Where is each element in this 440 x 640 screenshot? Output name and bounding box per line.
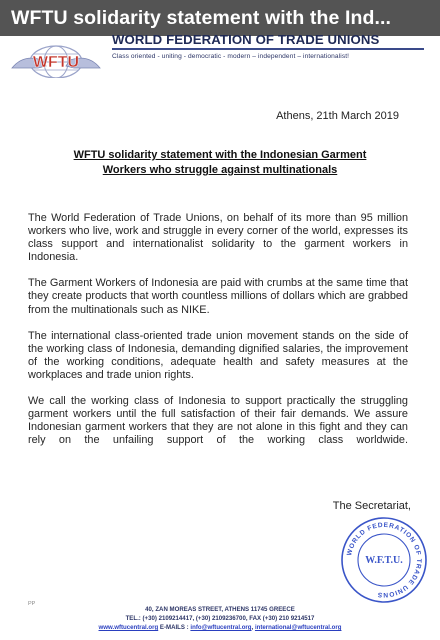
title-overlay bbox=[0, 0, 440, 36]
body-paragraph: The international class-oriented trade union movement stands on the side of the working class of Indonesia, demanding dignified salaries, the improvement of the working conditions, adequate health and safety measures at the workplaces and trade union rights. bbox=[28, 329, 408, 381]
stamp-seal-icon bbox=[339, 515, 429, 605]
website-link[interactable]: www.wftucentral.org bbox=[98, 624, 159, 631]
document-date: Athens, 21th March 2019 bbox=[276, 110, 399, 122]
body-paragraph: The Garment Workers of Indonesia are paid with crumbs at the same time that they create products that worth countless millions of dollars which are grabbed from the multinationals such as NIKE. bbox=[28, 277, 408, 316]
document-heading bbox=[40, 148, 400, 178]
heading-line-2: Workers who struggle against multinationals bbox=[102, 164, 338, 176]
heading-line-1: WFTU solidarity statement with the Indonesian Garment bbox=[73, 149, 367, 161]
footer-address: 40, ZAN MOREAS STREET, ATHENS 11745 GREECE bbox=[145, 606, 295, 613]
pp-mark: PP bbox=[28, 601, 36, 607]
email-link-international[interactable]: international@wftucentral.org bbox=[254, 624, 342, 631]
org-tagline: Class oriented - uniting - democratic - modern – independent – internationalist! bbox=[112, 53, 350, 60]
signature: The Secretariat, bbox=[332, 500, 411, 512]
emails-label: E-MAILS : bbox=[159, 624, 189, 631]
body-paragraph: We call the working class of Indonesia to support practically the struggling garment workers until the full satisfaction of their fair demands. We assure Indonesian garment workers that they are not alone in this fight and they can rely on the unfailing support of the working class worldwide. bbox=[28, 395, 408, 447]
org-name: WORLD FEDERATION OF TRADE UNIONS bbox=[112, 32, 380, 47]
email-separator: , bbox=[251, 624, 254, 631]
document-body bbox=[28, 212, 408, 460]
email-link-info[interactable]: info@wftucentral.org bbox=[190, 624, 252, 631]
footer-web-line bbox=[0, 624, 440, 631]
footer-phones: TEL.: (+30) 2109214417, (+30) 2109236700, FAX (+30) 210 9214517 bbox=[125, 615, 315, 622]
stamp-ring-text: WORLD FEDERATION OF TRADE UNIONS bbox=[346, 521, 423, 599]
document-title: WFTU solidarity statement with the Ind... bbox=[11, 6, 392, 29]
body-paragraph: The World Federation of Trade Unions, on behalf of its more than 95 million workers who live, work and struggle in every corner of the world, expresses its class support and internationalist solidarity to the garment workers in Indonesia. bbox=[28, 212, 408, 264]
letterhead-divider bbox=[112, 48, 424, 50]
wftu-logo-text: WFTU bbox=[32, 54, 80, 71]
stamp-center-text: W.F.T.U. bbox=[365, 555, 403, 566]
